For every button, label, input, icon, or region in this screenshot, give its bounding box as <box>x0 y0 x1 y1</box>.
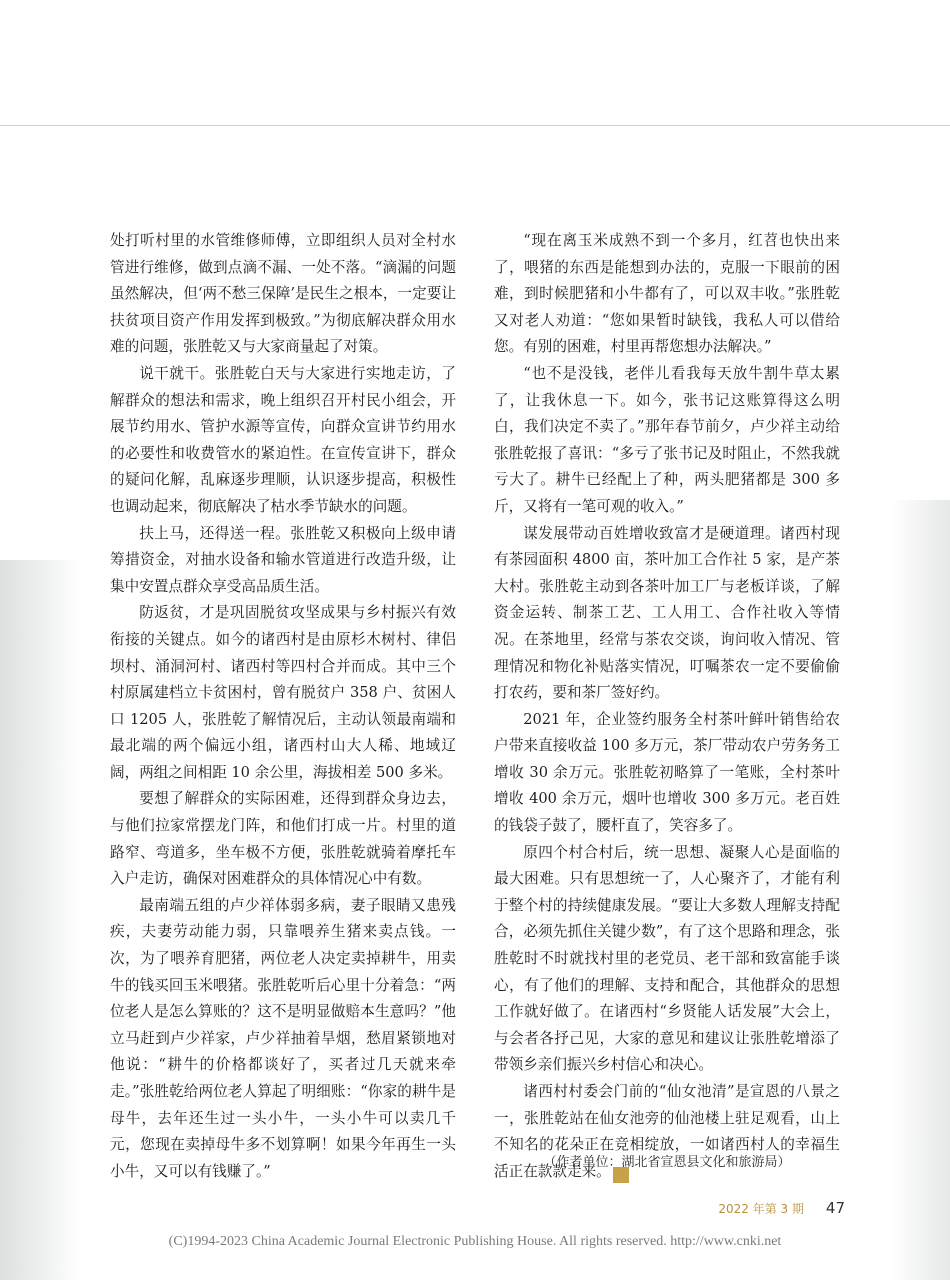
article-left-column <box>110 228 456 1185</box>
background-mist-right <box>890 500 950 1280</box>
header-rule <box>0 125 950 126</box>
paragraph: 说干就干。张胜乾白天与大家进行实地走访，了解群众的想法和需求，晚上组织召开村民小组会，开展节约用水、管护水源等宣传，向群众宣讲节约用水的必要性和收费管水的紧迫性。在宣传宣讲下，群众的疑问化解，乱麻逐步理顺，认识逐步提高，积极性也调动起来，彻底解决了枯水季节缺水的问题。 <box>110 364 456 515</box>
article-right-column <box>494 228 840 1185</box>
page-number: 47 <box>825 1199 845 1217</box>
paragraph-final-text: 诸西村村委会门前的“仙女池清”是宣恩的八景之一，张胜乾站在仙女池旁的仙池楼上驻足观看，山上不知名的花朵正在竞相绽放，一如诸西村人的幸福生活正在款款走来。 <box>494 1083 840 1180</box>
copyright-footer: (C)1994-2023 China Academic Journal Electronic Publishing House. All rights reserved. http://www.cnki.net <box>168 1234 782 1249</box>
author-affiliation: （作者单位：湖北省宣恩县文化和旅游局） <box>543 1155 791 1170</box>
paragraph: 扶上马，还得送一程。张胜乾又积极向上级申请筹措资金，对抽水设备和输水管道进行改造升级，让集中安置点群众享受高品质生活。 <box>110 524 456 595</box>
paragraph: 2021 年，企业签约服务全村茶叶鲜叶销售给农户带来直接收益 100 多万元，茶厂带动农户劳务务工增收 30 余万元。张胜乾初略算了一笔账，全村茶叶增收 400 余万元，烟叶也增收 300 多万元。老百姓的钱袋子鼓了，腰杆直了，笑容多了。 <box>494 710 840 835</box>
paragraph: 防返贫，才是巩固脱贫攻坚成果与乡村振兴有效衔接的关键点。如今的诸西村是由原杉木树村、律侣坝村、涌洞河村、诸西村等四村合并而成。其中三个村原属建档立卡贫困村，曾有脱贫户 358 户、贫困人口 1205 人，张胜乾了解情况后，主动认领最南端和最北端的两个偏远小组，诸西村山大人稀、地域辽阔，两组之间相距 10 余公里，海拔相差 500 多米。 <box>110 604 456 781</box>
paragraph: 原四个村合村后，统一思想、凝聚人心是面临的最大困难。只有思想统一了，人心聚齐了，才能有利于整个村的持续健康发展。“要让大多数人理解支持配合，必须先抓住关键少数”，有了这个思路和理念，张胜乾时不时就找村里的老党员、老干部和致富能手谈心，有了他们的理解、支持和配合，其他群众的思想工作就好做了。在诸西村“乡贤能人话发展”大会上，与会者各抒己见，大家的意见和建议让张胜乾增添了带领乡亲们振兴乡村信心和决心。 <box>494 843 840 1074</box>
issue-label: 2022 年第 3 期 <box>718 1202 804 1216</box>
paragraph: 谋发展带动百姓增收致富才是硬道理。诸西村现有茶园面积 4800 亩，茶叶加工合作社 5 家，是产茶大村。张胜乾主动到各茶叶加工厂与老板详谈，了解资金运转、制茶工艺、工人用工、合作社收入等情况。在茶地里，经常与茶农交谈，询问收入情况、管理情况和物化补贴落实情况，叮嘱茶农一定不要偷偷打农药，要和茶厂签好约。 <box>494 524 840 702</box>
paragraph: “现在离玉米成熟不到一个多月，红苕也快出来了，喂猪的东西是能想到办法的，克服一下眼前的困难，到时候肥猪和小牛都有了，可以双丰收。”张胜乾又对老人劝道：“您如果暂时缺钱，我私人可以借给您。有别的困难，村里再帮您想办法解决。” <box>494 232 840 356</box>
background-mist-left <box>0 560 80 1280</box>
paragraph: 要想了解群众的实际困难，还得到群众身边去，与他们拉家常摆龙门阵，和他们打成一片。村里的道路窄、弯道多，坐车极不方便，张胜乾就骑着摩托车入户走访，确保对困难群众的具体情况心中有数。 <box>110 790 456 888</box>
article-end-mark-icon: 众 <box>613 1167 629 1183</box>
paragraph: 处打听村里的水管维修师傅，立即组织人员对全村水管进行维修，做到点滴不漏、一处不落。“滴漏的问题虽然解决，但‘两不愁三保障’是民生之根本，一定要让扶贫项目资产作用发挥到极致。”为彻底解决群众用水难的问题，张胜乾又与大家商量起了对策。 <box>110 232 456 356</box>
paragraph: 最南端五组的卢少祥体弱多病，妻子眼睛又患残疾，夫妻劳动能力弱，只靠喂养生猪来卖点钱。一次，为了喂养育肥猪，两位老人决定卖掉耕牛，用卖牛的钱买回玉米喂猪。张胜乾听后心里十分着急：“两位老人是怎么算账的？这不是明显做赔本生意吗？”他立马赶到卢少祥家，卢少祥抽着旱烟，愁眉紧锁地对他说：“耕牛的价格都谈好了，买者过几天就来牵走。”张胜乾给两位老人算起了明细账：“你家的耕牛是母牛，去年还生过一头小牛，一头小牛可以卖几千元，您现在卖掉母牛多不划算啊！如果今年再生一头小牛，又可以有钱赚了。” <box>110 896 456 1180</box>
paragraph: “也不是没钱，老伴儿看我每天放牛割牛草太累了，让我休息一下。如今，张书记这账算得这么明白，我们决定不卖了。”那年春节前夕，卢少祥主动给张胜乾报了喜讯：“多亏了张书记及时阻止，不然我就亏大了。耕牛已经配上了种，两头肥猪都是 300 多斤，又将有一笔可观的收入。” <box>494 364 840 515</box>
